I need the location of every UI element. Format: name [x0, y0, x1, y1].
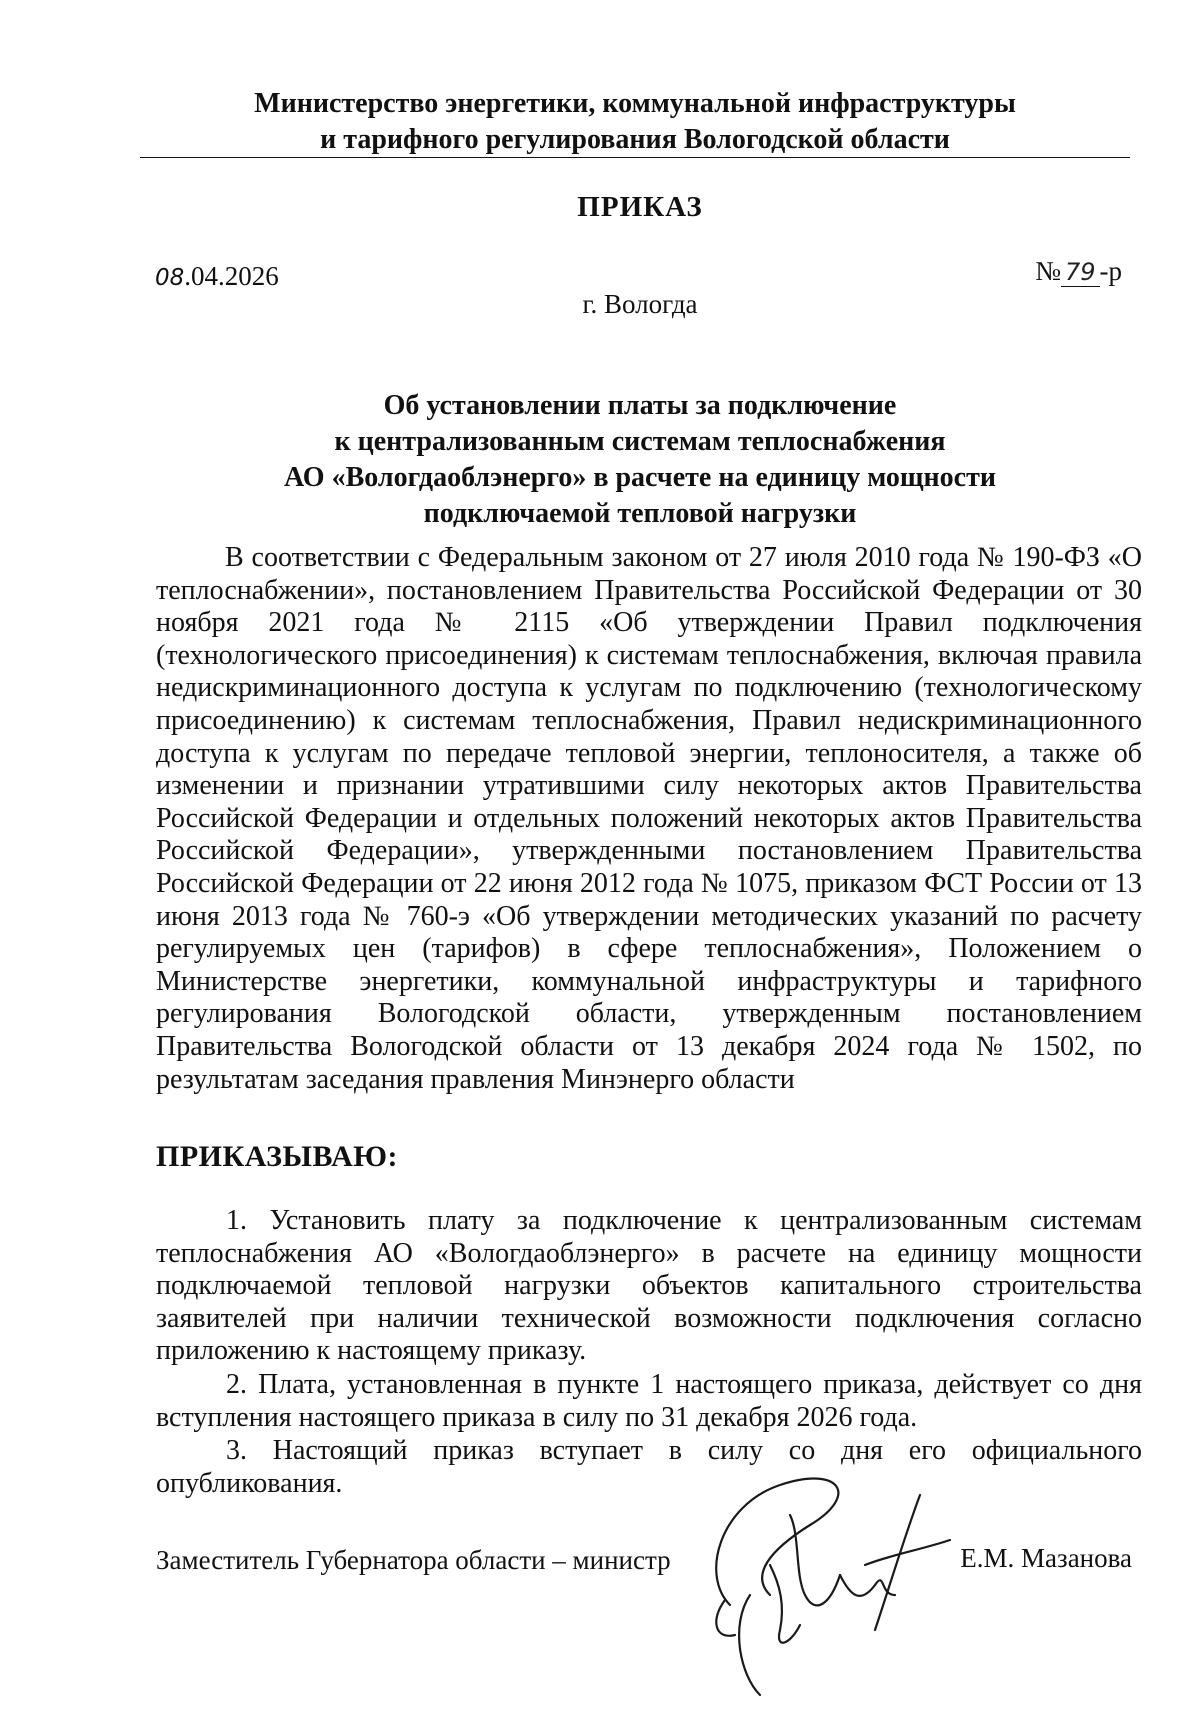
signer-name: Е.М. Мазанова — [960, 1543, 1132, 1573]
subject-line1: Об установлении платы за подключение — [383, 390, 897, 421]
preamble-paragraph: В соответствии с Федеральным законом от 27 июля 2010 года № 190-ФЗ «О теплоснабжении», постановлением Правительства Российской Федерации от 30 ноября 2021 года № 2115 «Об утверждении Правил подключения (технологического присоединения) к системам теплоснабжения, включая правила недискриминационного доступа к услугам по подключению (технологическому присоединению) к системам теплоснабжения, Правил недискриминационного доступа к услугам по передаче тепловой энергии, теплоносителя, а также об изменении и признании утратившими силу некоторых актов Правительства Российской Федерации и отдельных положений некоторых актов Правительства Российской Федерации», утвержденными постановлением Правительства Российской Федерации от 22 июня 2012 года № 1075, приказом ФСТ России от 13 июня 2013 года № 760-э «Об утверждении методических указаний по расчету регулируемых цен (тарифов) в сфере теплоснабжения», Положением о Министерстве энергетики, коммунальной инфраструктуры и тарифного регулирования Вологодской области, утвержденным постановлением Правительства Вологодской области от 13 декабря 2024 года № 1502, по результатам заседания правления Минэнерго области — [156, 542, 1142, 1095]
ministry-header-line2: и тарифного регулирования Вологодской области — [320, 124, 950, 155]
document-subject — [140, 388, 1140, 532]
signer-position: Заместитель Губернатора области – министр — [156, 1545, 671, 1575]
date-printed: .04.2026 — [184, 261, 279, 291]
subject-line4: подключаемой тепловой нагрузки — [423, 498, 857, 529]
header-divider — [140, 157, 1130, 158]
number-suffix: -р — [1099, 256, 1122, 286]
ministry-header-line1: Министерство энергетики, коммунальной инфраструктуры — [254, 88, 1016, 119]
number-handwritten: 79 — [1061, 258, 1100, 287]
order-keyword: ПРИКАЗЫВАЮ: — [156, 1140, 399, 1173]
order-item-1: 1. Установить плату за подключение к централизованным системам теплоснабжения АО «Вологдаоблэнерго» в расчете на единицу мощности подключаемой тепловой нагрузки объектов капитального строительства заявителей при наличии технической возможности подключения согласно приложению к настоящему приказу. — [156, 1205, 1142, 1367]
handwritten-signature — [690, 1455, 990, 1705]
ministry-header — [140, 86, 1130, 158]
order-item-3: 3. Настоящий приказ вступает в силу со дня его официального опубликования. — [156, 1435, 1142, 1499]
subject-line3: АО «Вологдаоблэнерго» в расчете на единицу мощности — [283, 462, 996, 493]
document-type: ПРИКАЗ — [577, 191, 703, 223]
order-items — [156, 1205, 1142, 1501]
date-handwritten: 08 — [155, 265, 185, 291]
order-item-2: 2. Плата, установленная в пункте 1 настоящего приказа, действует со дня вступления настоящего приказа в силу по 31 декабря 2026 года. — [156, 1368, 1142, 1433]
document-city: г. Вологда — [582, 289, 698, 319]
document-number — [1035, 256, 1122, 287]
subject-line2: к централизованным системам теплоснабжения — [334, 426, 946, 457]
document-date — [155, 261, 279, 292]
number-prefix: № — [1035, 256, 1061, 286]
